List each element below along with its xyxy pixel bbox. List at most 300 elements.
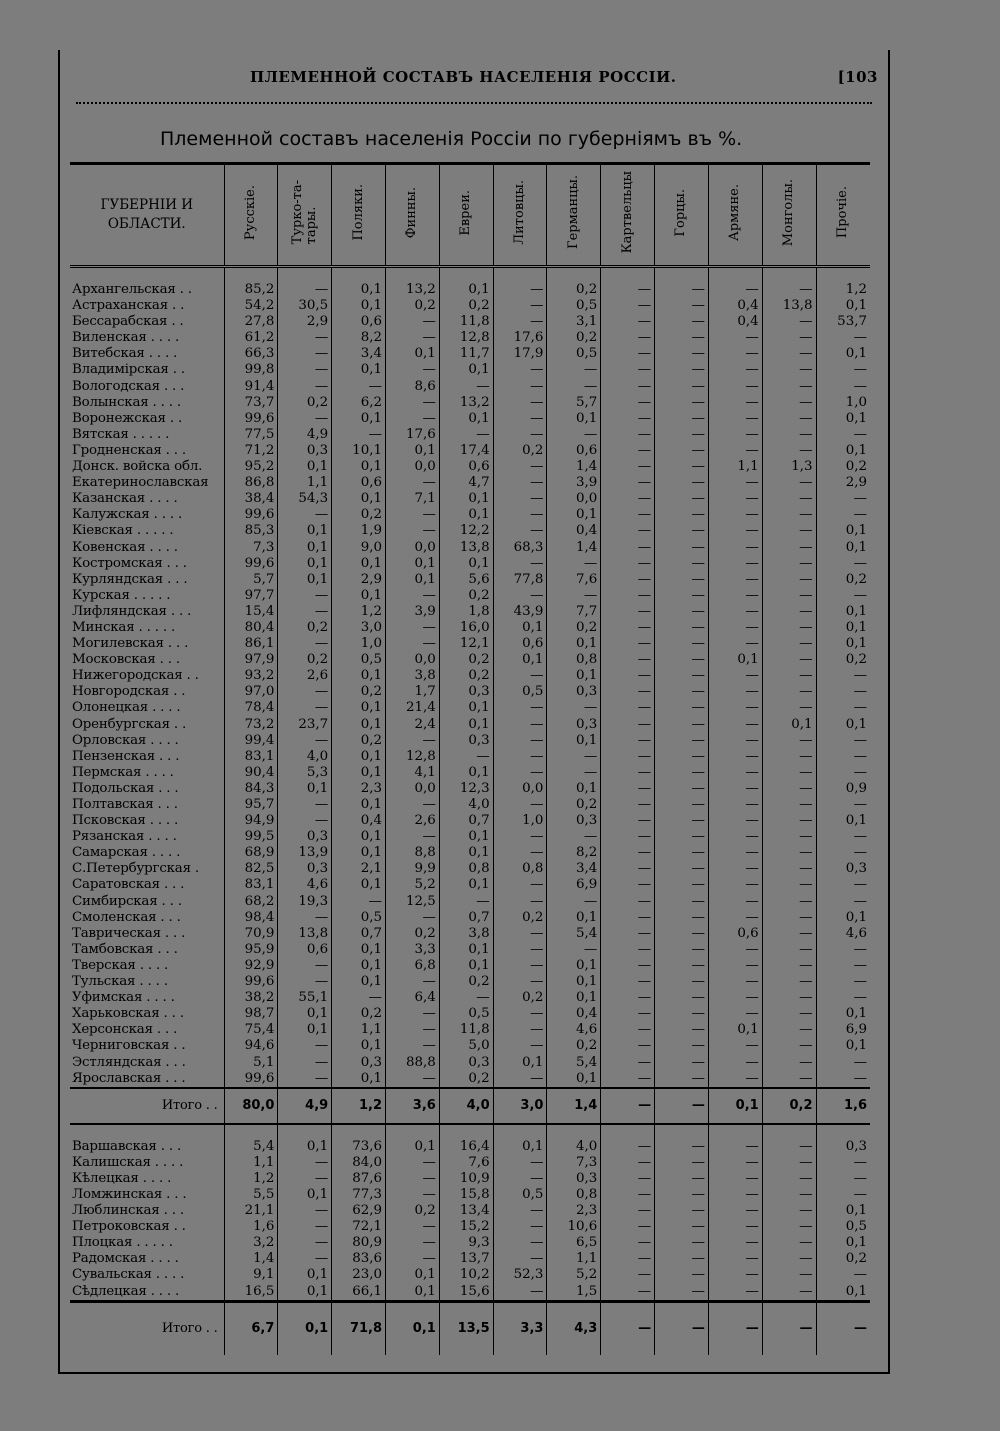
- table-row: [70, 765, 870, 781]
- cell-value: 5,4: [547, 926, 601, 942]
- row-label: Ярославская . . .: [70, 1071, 224, 1088]
- row-label: Харьковская . . .: [70, 1006, 224, 1022]
- cell-value: —: [601, 1284, 655, 1302]
- cell-value: 97,0: [224, 684, 278, 700]
- cell-value: —: [762, 877, 816, 893]
- cell-value: 78,4: [224, 700, 278, 716]
- cell-value: 0,1: [439, 942, 493, 958]
- table-row: [70, 1235, 870, 1251]
- cell-value: —: [601, 829, 655, 845]
- column-header-label: Армяне.: [727, 183, 743, 241]
- cell-value: —: [278, 1038, 332, 1054]
- column-header: [224, 164, 278, 267]
- column-header-label: Германцы.: [565, 175, 581, 250]
- cell-value: 2,3: [332, 781, 386, 797]
- cell-value: —: [601, 604, 655, 620]
- cell-value: 0,3: [278, 443, 332, 459]
- cell-value: —: [278, 1219, 332, 1235]
- cell-value: 1,1: [332, 1022, 386, 1038]
- cell-value: —: [708, 958, 762, 974]
- cell-value: —: [655, 749, 709, 765]
- cell-value: 2,9: [278, 314, 332, 330]
- cell-value: 11,8: [439, 314, 493, 330]
- cell-value: 5,2: [547, 1267, 601, 1283]
- ornamental-rule: [76, 96, 872, 104]
- cell-value: —: [762, 1071, 816, 1088]
- cell-value: 1,2: [332, 604, 386, 620]
- cell-value: 99,4: [224, 733, 278, 749]
- spacer-cell: [762, 267, 816, 283]
- cell-value: —: [708, 861, 762, 877]
- cell-value: —: [601, 1088, 655, 1124]
- running-title: ПЛЕМЕННОЙ СОСТАВЪ НАСЕЛЕНІЯ РОССІИ.: [250, 68, 677, 86]
- row-label: Оренбургская . .: [70, 717, 224, 733]
- cell-value: 0,3: [547, 684, 601, 700]
- cell-value: 5,0: [439, 1038, 493, 1054]
- cell-value: 4,9: [278, 1088, 332, 1124]
- cell-value: —: [493, 507, 547, 523]
- table-row: [70, 958, 870, 974]
- cell-value: —: [655, 1038, 709, 1054]
- cell-value: 0,2: [439, 1071, 493, 1088]
- cell-value: —: [601, 781, 655, 797]
- cell-value: 3,1: [547, 314, 601, 330]
- cell-value: —: [655, 1203, 709, 1219]
- column-header: [332, 164, 386, 267]
- cell-value: —: [708, 362, 762, 378]
- cell-value: —: [601, 572, 655, 588]
- cell-value: —: [386, 1071, 440, 1088]
- cell-value: —: [708, 540, 762, 556]
- cell-value: —: [547, 700, 601, 716]
- spacer-cell: [386, 1124, 440, 1139]
- cell-value: 13,7: [439, 1251, 493, 1267]
- cell-value: —: [386, 910, 440, 926]
- column-header: [439, 164, 493, 267]
- cell-value: 0,0: [386, 781, 440, 797]
- cell-value: 0,1: [332, 700, 386, 716]
- cell-value: 3,4: [547, 861, 601, 877]
- cell-value: —: [708, 781, 762, 797]
- cell-value: —: [278, 411, 332, 427]
- cell-value: 95,7: [224, 797, 278, 813]
- table-row: [70, 572, 870, 588]
- cell-value: 0,1: [439, 958, 493, 974]
- cell-value: 85,2: [224, 282, 278, 298]
- cell-value: —: [708, 636, 762, 652]
- cell-value: 6,8: [386, 958, 440, 974]
- cell-value: 8,2: [547, 845, 601, 861]
- cell-value: —: [655, 1155, 709, 1171]
- page-number: [103: [837, 68, 878, 86]
- cell-value: 12,1: [439, 636, 493, 652]
- cell-value: —: [708, 346, 762, 362]
- cell-value: —: [493, 395, 547, 411]
- cell-value: —: [601, 813, 655, 829]
- row-label: Пензенская . . .: [70, 749, 224, 765]
- cell-value: 0,1: [762, 717, 816, 733]
- cell-value: 15,4: [224, 604, 278, 620]
- column-header-label: Поляки.: [350, 184, 366, 241]
- table-row: [70, 346, 870, 362]
- cell-value: 0,0: [386, 652, 440, 668]
- cell-value: 0,5: [547, 346, 601, 362]
- cell-value: 0,2: [332, 507, 386, 523]
- document-page: [58, 50, 890, 1374]
- cell-value: —: [708, 974, 762, 990]
- cell-value: 0,4: [332, 813, 386, 829]
- cell-value: —: [493, 942, 547, 958]
- row-label: Калишская . . . .: [70, 1155, 224, 1171]
- cell-value: —: [601, 1038, 655, 1054]
- cell-value: 3,8: [439, 926, 493, 942]
- cell-value: 12,5: [386, 894, 440, 910]
- cell-value: —: [816, 958, 870, 974]
- cell-value: —: [278, 684, 332, 700]
- cell-value: 53,7: [816, 314, 870, 330]
- cell-value: —: [493, 379, 547, 395]
- cell-value: 0,1: [439, 556, 493, 572]
- cell-value: —: [493, 1155, 547, 1171]
- cell-value: 0,1: [332, 411, 386, 427]
- cell-value: —: [278, 813, 332, 829]
- cell-value: —: [601, 282, 655, 298]
- row-label: Лифляндская . . .: [70, 604, 224, 620]
- cell-value: 4,6: [547, 1022, 601, 1038]
- row-label: Эстляндская . . .: [70, 1055, 224, 1071]
- cell-value: —: [493, 282, 547, 298]
- cell-value: —: [816, 733, 870, 749]
- cell-value: —: [547, 942, 601, 958]
- cell-value: 68,9: [224, 845, 278, 861]
- cell-value: 15,2: [439, 1219, 493, 1235]
- cell-value: 2,4: [386, 717, 440, 733]
- cell-value: 4,0: [439, 1088, 493, 1124]
- cell-value: —: [493, 411, 547, 427]
- cell-value: —: [601, 1055, 655, 1071]
- cell-value: 98,4: [224, 910, 278, 926]
- spacer-cell: [655, 267, 709, 283]
- cell-value: 17,6: [493, 330, 547, 346]
- cell-value: —: [762, 636, 816, 652]
- cell-value: —: [601, 1071, 655, 1088]
- cell-value: 0,0: [386, 459, 440, 475]
- row-label: Нижегородская . .: [70, 668, 224, 684]
- cell-value: 77,5: [224, 427, 278, 443]
- cell-value: 13,8: [439, 540, 493, 556]
- cell-value: 7,3: [547, 1155, 601, 1171]
- cell-value: —: [762, 314, 816, 330]
- cell-value: —: [762, 813, 816, 829]
- cell-value: —: [493, 845, 547, 861]
- column-header-label: Картвельцы: [619, 171, 635, 254]
- cell-value: —: [601, 362, 655, 378]
- cell-value: 77,8: [493, 572, 547, 588]
- cell-value: —: [655, 1219, 709, 1235]
- column-header: [386, 164, 440, 267]
- row-label: Плоцкая . . . . .: [70, 1235, 224, 1251]
- cell-value: 0,1: [439, 507, 493, 523]
- cell-value: 30,5: [278, 298, 332, 314]
- cell-value: —: [762, 845, 816, 861]
- cell-value: 68,2: [224, 894, 278, 910]
- row-label: Костромская . . .: [70, 556, 224, 572]
- table-row: [70, 1022, 870, 1038]
- cell-value: —: [601, 459, 655, 475]
- cell-value: 0,2: [439, 588, 493, 604]
- cell-value: 1,1: [224, 1155, 278, 1171]
- cell-value: —: [601, 877, 655, 893]
- cell-value: —: [708, 1203, 762, 1219]
- cell-value: —: [386, 733, 440, 749]
- cell-value: —: [493, 1038, 547, 1054]
- spacer-cell: [278, 1124, 332, 1139]
- cell-value: 99,6: [224, 974, 278, 990]
- cell-value: 0,2: [493, 443, 547, 459]
- cell-value: 2,6: [386, 813, 440, 829]
- cell-value: 27,8: [224, 314, 278, 330]
- cell-value: 86,8: [224, 475, 278, 491]
- cell-value: —: [601, 861, 655, 877]
- cell-value: —: [762, 620, 816, 636]
- cell-value: —: [708, 845, 762, 861]
- cell-value: —: [708, 829, 762, 845]
- cell-value: —: [386, 588, 440, 604]
- cell-value: 85,3: [224, 523, 278, 539]
- column-header-label: Турко-та- тары.: [289, 180, 319, 245]
- row-label: Самарская . . . .: [70, 845, 224, 861]
- table-row: [70, 620, 870, 636]
- row-label: Симбирская . . .: [70, 894, 224, 910]
- cell-value: 12,8: [386, 749, 440, 765]
- cell-value: 0,2: [493, 990, 547, 1006]
- cell-value: —: [708, 1006, 762, 1022]
- cell-value: 12,3: [439, 781, 493, 797]
- cell-value: —: [655, 475, 709, 491]
- cell-value: —: [493, 958, 547, 974]
- cell-value: —: [601, 443, 655, 459]
- cell-value: 82,5: [224, 861, 278, 877]
- cell-value: —: [708, 379, 762, 395]
- cell-value: —: [655, 604, 709, 620]
- cell-value: 0,6: [439, 459, 493, 475]
- cell-value: —: [655, 781, 709, 797]
- cell-value: —: [386, 1251, 440, 1267]
- spacer-cell: [493, 1124, 547, 1139]
- cell-value: —: [601, 845, 655, 861]
- cell-value: —: [493, 1251, 547, 1267]
- cell-value: —: [762, 588, 816, 604]
- cell-value: 0,1: [386, 1301, 440, 1355]
- column-header-label: Русскіе.: [242, 184, 258, 240]
- cell-value: 0,1: [439, 282, 493, 298]
- cell-value: 75,4: [224, 1022, 278, 1038]
- cell-value: 10,2: [439, 1267, 493, 1283]
- cell-value: —: [601, 717, 655, 733]
- cell-value: 0,0: [386, 540, 440, 556]
- cell-value: —: [655, 540, 709, 556]
- row-label: Астраханская . .: [70, 298, 224, 314]
- cell-value: —: [655, 990, 709, 1006]
- cell-value: 43,9: [493, 604, 547, 620]
- cell-value: —: [816, 1267, 870, 1283]
- cell-value: —: [816, 990, 870, 1006]
- cell-value: 6,4: [386, 990, 440, 1006]
- cell-value: —: [708, 717, 762, 733]
- cell-value: —: [493, 556, 547, 572]
- spacer-cell: [386, 267, 440, 283]
- cell-value: —: [493, 1284, 547, 1302]
- cell-value: —: [601, 588, 655, 604]
- cell-value: —: [601, 974, 655, 990]
- cell-value: —: [655, 733, 709, 749]
- cell-value: 4,6: [278, 877, 332, 893]
- cell-value: —: [601, 652, 655, 668]
- cell-value: 70,9: [224, 926, 278, 942]
- cell-value: 0,1: [332, 556, 386, 572]
- row-label: Ломжинская . . .: [70, 1187, 224, 1203]
- cell-value: 13,4: [439, 1203, 493, 1219]
- cell-value: —: [816, 1155, 870, 1171]
- table-row: [70, 298, 870, 314]
- cell-value: —: [601, 379, 655, 395]
- cell-value: 0,3: [278, 861, 332, 877]
- column-header: [816, 164, 870, 267]
- cell-value: 0,2: [439, 974, 493, 990]
- cell-value: —: [601, 1171, 655, 1187]
- cell-value: 73,2: [224, 717, 278, 733]
- cell-value: —: [655, 1235, 709, 1251]
- cell-value: 83,6: [332, 1251, 386, 1267]
- spacer-cell: [655, 1124, 709, 1139]
- table-row: [70, 314, 870, 330]
- cell-value: 0,1: [708, 1088, 762, 1124]
- cell-value: 0,2: [278, 395, 332, 411]
- row-label: Херсонская . . .: [70, 1022, 224, 1038]
- cell-value: 0,1: [439, 877, 493, 893]
- cell-value: —: [278, 379, 332, 395]
- cell-value: 9,1: [224, 1267, 278, 1283]
- spacer-cell: [708, 267, 762, 283]
- cell-value: —: [601, 636, 655, 652]
- cell-value: 0,5: [332, 910, 386, 926]
- cell-value: —: [601, 700, 655, 716]
- cell-value: —: [601, 958, 655, 974]
- cell-value: —: [816, 1055, 870, 1071]
- cell-value: 0,1: [547, 636, 601, 652]
- cell-value: —: [762, 362, 816, 378]
- cell-value: —: [493, 829, 547, 845]
- cell-value: —: [493, 877, 547, 893]
- cell-value: 0,1: [816, 813, 870, 829]
- cell-value: —: [655, 556, 709, 572]
- cell-value: 19,3: [278, 894, 332, 910]
- cell-value: —: [547, 829, 601, 845]
- cell-value: —: [762, 1171, 816, 1187]
- cell-value: —: [762, 379, 816, 395]
- cell-value: —: [655, 797, 709, 813]
- cell-value: 0,2: [439, 652, 493, 668]
- cell-value: —: [655, 1071, 709, 1088]
- cell-value: 5,4: [547, 1055, 601, 1071]
- cell-value: —: [708, 1139, 762, 1155]
- cell-value: 9,9: [386, 861, 440, 877]
- cell-value: —: [601, 346, 655, 362]
- cell-value: —: [493, 926, 547, 942]
- cell-value: —: [386, 829, 440, 845]
- row-label: Варшавская . . .: [70, 1139, 224, 1155]
- cell-value: 95,2: [224, 459, 278, 475]
- cell-value: 0,1: [493, 1139, 547, 1155]
- cell-value: 4,0: [439, 797, 493, 813]
- cell-value: —: [493, 700, 547, 716]
- row-label: Екатеринославская: [70, 475, 224, 491]
- cell-value: 13,2: [386, 282, 440, 298]
- cell-value: 6,9: [816, 1022, 870, 1038]
- cell-value: 0,1: [278, 556, 332, 572]
- cell-value: 1,0: [332, 636, 386, 652]
- spacer-cell: [708, 1124, 762, 1139]
- table-header-row: [70, 164, 870, 267]
- cell-value: —: [601, 475, 655, 491]
- cell-value: —: [762, 1187, 816, 1203]
- table-row: [70, 1251, 870, 1267]
- cell-value: —: [816, 362, 870, 378]
- cell-value: 73,6: [332, 1139, 386, 1155]
- cell-value: 0,2: [547, 620, 601, 636]
- cell-value: 0,1: [816, 1203, 870, 1219]
- cell-value: —: [655, 379, 709, 395]
- cell-value: —: [601, 1006, 655, 1022]
- table-row: [70, 459, 870, 475]
- spacer-cell: [547, 267, 601, 283]
- cell-value: —: [816, 942, 870, 958]
- cell-value: 0,8: [439, 861, 493, 877]
- cell-value: —: [493, 668, 547, 684]
- cell-value: —: [655, 411, 709, 427]
- table-row: [70, 362, 870, 378]
- row-label: Курская . . . . .: [70, 588, 224, 604]
- cell-value: —: [655, 845, 709, 861]
- cell-value: —: [655, 877, 709, 893]
- cell-value: —: [601, 749, 655, 765]
- cell-value: 0,2: [547, 1038, 601, 1054]
- cell-value: —: [655, 1055, 709, 1071]
- cell-value: 0,2: [816, 652, 870, 668]
- cell-value: —: [708, 588, 762, 604]
- row-label: Орловская . . . .: [70, 733, 224, 749]
- spacer-cell: [601, 1124, 655, 1139]
- cell-value: —: [601, 1251, 655, 1267]
- cell-value: 88,8: [386, 1055, 440, 1071]
- table-row: [70, 1055, 870, 1071]
- cell-value: 0,2: [278, 620, 332, 636]
- table-row: [70, 781, 870, 797]
- cell-value: —: [493, 523, 547, 539]
- cell-value: 3,3: [493, 1301, 547, 1355]
- row-label: Московская . . .: [70, 652, 224, 668]
- cell-value: 1,2: [332, 1088, 386, 1124]
- table-row: [70, 330, 870, 346]
- spacer-cell: [816, 267, 870, 283]
- cell-value: 11,7: [439, 346, 493, 362]
- cell-value: 0,0: [547, 491, 601, 507]
- cell-value: 55,1: [278, 990, 332, 1006]
- cell-value: 13,8: [762, 298, 816, 314]
- cell-value: —: [601, 894, 655, 910]
- cell-value: 0,1: [386, 572, 440, 588]
- cell-value: 1,4: [547, 1088, 601, 1124]
